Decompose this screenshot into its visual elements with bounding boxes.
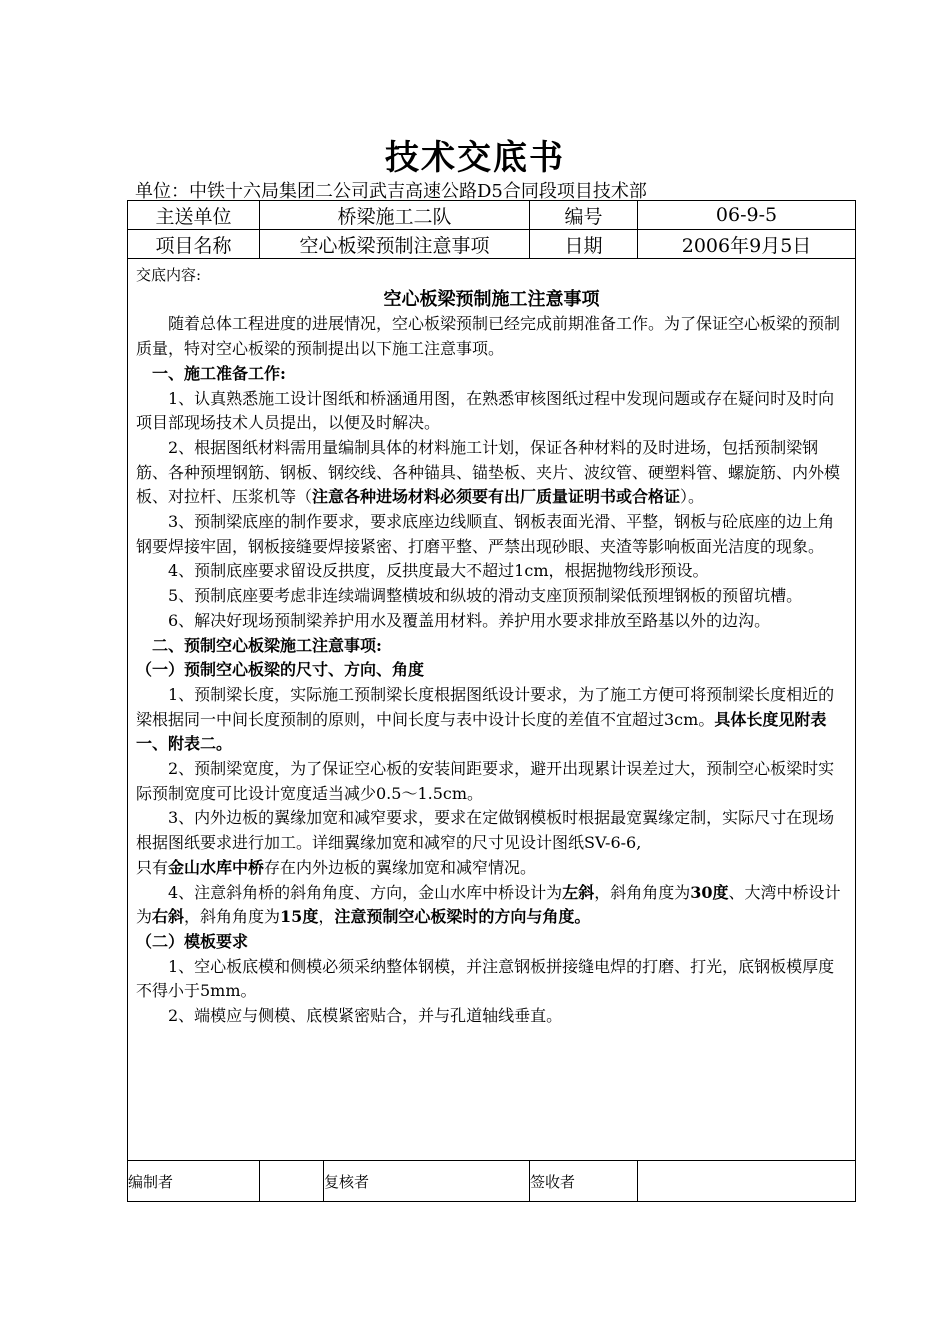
content-subtitle: 空心板梁预制施工注意事项 — [383, 288, 600, 310]
header-row-1 — [128, 201, 856, 230]
date-value: 2006年9月5日 — [638, 230, 856, 259]
subsection-2-title: （二）模板要求 — [136, 931, 249, 951]
s2-item-3: 3、内外边板的翼缘加宽和减窄要求，要求在定做钢模板时根据最宽翼缘定制，实际尺寸在现场根据图纸要求进行加工。详细翼缘加宽和减窄的尺寸见设计图纸SV-6-6, — [136, 808, 835, 853]
receiver-label: 签收者 — [530, 1161, 638, 1202]
content-row — [128, 259, 856, 1161]
s1-item-2-bold: 注意各种进场材料必须要有出厂质量证明书或合格证 — [312, 487, 681, 507]
s1-item-4: 4、预制底座要求留设反拱度，反拱度最大不超过1cm，根据抛物线形预设。 — [168, 561, 709, 581]
receiver-field[interactable] — [638, 1161, 856, 1202]
s1-item-3: 3、预制梁底座的制作要求，要求底座边线顺直、钢板表面光滑、平整，钢板与砼底座的边上角钢要焊接牢固，钢板接缝要焊接紧密、打磨平整、严禁出现砂眼、夹渣等影响板面光洁度的现象。 — [136, 512, 835, 556]
project-name-label: 项目名称 — [128, 230, 260, 259]
number-label: 编号 — [530, 201, 638, 230]
s2-item-1: 1、预制梁长度，实际施工预制梁长度根据图纸设计要求，为了施工方便可将预制梁长度相近的梁根据同一中间长度预制的原则，中间长度与表中设计长度的差值不宜超过3cm。具体长度见附表一、附表二。 — [136, 684, 835, 754]
intro-paragraph: 随着总体工程进度的进展情况，空心板梁预制已经完成前期准备工作。为了保证空心板梁的预制质量，特对空心板梁的预制提出以下施工注意事项。 — [136, 314, 841, 359]
content-body — [128, 259, 855, 1029]
section-1-title: 一、施工准备工作: — [152, 363, 286, 383]
date-label: 日期 — [530, 230, 638, 259]
s1-item-5: 5、预制底座要考虑非连续端调整横坡和纵坡的滑动支座顶预制梁低预埋钢板的预留坑槽。 — [168, 586, 803, 606]
unit-line: 单位：中铁十六局集团二公司武吉高速公路D5合同段项目技术部 — [135, 181, 647, 202]
project-name-value: 空心板梁预制注意事项 — [260, 230, 530, 259]
s3-item-2: 2、端模应与侧模、底模紧密贴合，并与孔道轴线垂直。 — [168, 1006, 563, 1026]
s3-item-1: 1、空心板底模和侧模必须采纳整体钢模，并注意钢板拼接缝电焊的打磨、打光，底钢板模厚度不得小于5mm。 — [136, 956, 835, 1001]
s2-item-3-note: 只有金山水库中桥存在内外边板的翼缘加宽和减窄情况。 — [136, 857, 537, 877]
content-cell — [128, 259, 856, 1161]
send-unit-value: 桥梁施工二队 — [260, 201, 530, 230]
s2-item-4: 4、注意斜角桥的斜角角度、方向，金山水库中桥设计为左斜，斜角角度为30度、大湾中桥设计为右斜，斜角角度为15度，注意预制空心板梁时的方向与角度。 — [136, 882, 841, 927]
s1-item-6: 6、解决好现场预制梁养护用水及覆盖用材料。养护用水要求排放至路基以外的边沟。 — [168, 610, 771, 630]
s2-item-1-bold: 具体长度见附表一、附表二。 — [136, 709, 827, 754]
s2-item-2: 2、预制梁宽度，为了保证空心板的安装间距要求，避开出现累计误差过大，预制空心板梁时实际预制宽度可比设计宽度适当减少0.5～1.5cm。 — [136, 759, 835, 803]
header-row-2 — [128, 230, 856, 259]
send-unit-label: 主送单位 — [128, 201, 260, 230]
signature-row — [128, 1161, 856, 1202]
section-2-title: 二、预制空心板梁施工注意事项: — [152, 635, 382, 655]
compiler-label: 编制者 — [128, 1161, 260, 1202]
number-value: 06-9-5 — [638, 201, 856, 230]
disclosure-form — [127, 200, 856, 1202]
document-title: 技术交底书 — [385, 138, 565, 178]
subsection-1-title: （一）预制空心板梁的尺寸、方向、角度 — [136, 660, 425, 680]
s1-item-1: 1、认真熟悉施工设计图纸和桥涵通用图，在熟悉审核图纸过程中发现问题或存在疑问时及时向项目部现场技术人员提出，以便及时解决。 — [136, 388, 835, 433]
compiler-field[interactable] — [260, 1161, 324, 1202]
reviewer-label: 复核者 — [324, 1161, 530, 1202]
content-label: 交底内容: — [136, 266, 202, 284]
s1-item-2: 2、根据图纸材料需用量编制具体的材料施工计划，保证各种材料的及时进场，包括预制梁钢筋、各种预埋钢筋、钢板、钢绞线、各种锚具、锚垫板、夹片、波纹管、硬塑料管、螺旋筋、内外模板、对拉杆、压浆机等（注意各种进场材料必须要有出厂质量证明书或合格证）。 — [136, 437, 841, 507]
